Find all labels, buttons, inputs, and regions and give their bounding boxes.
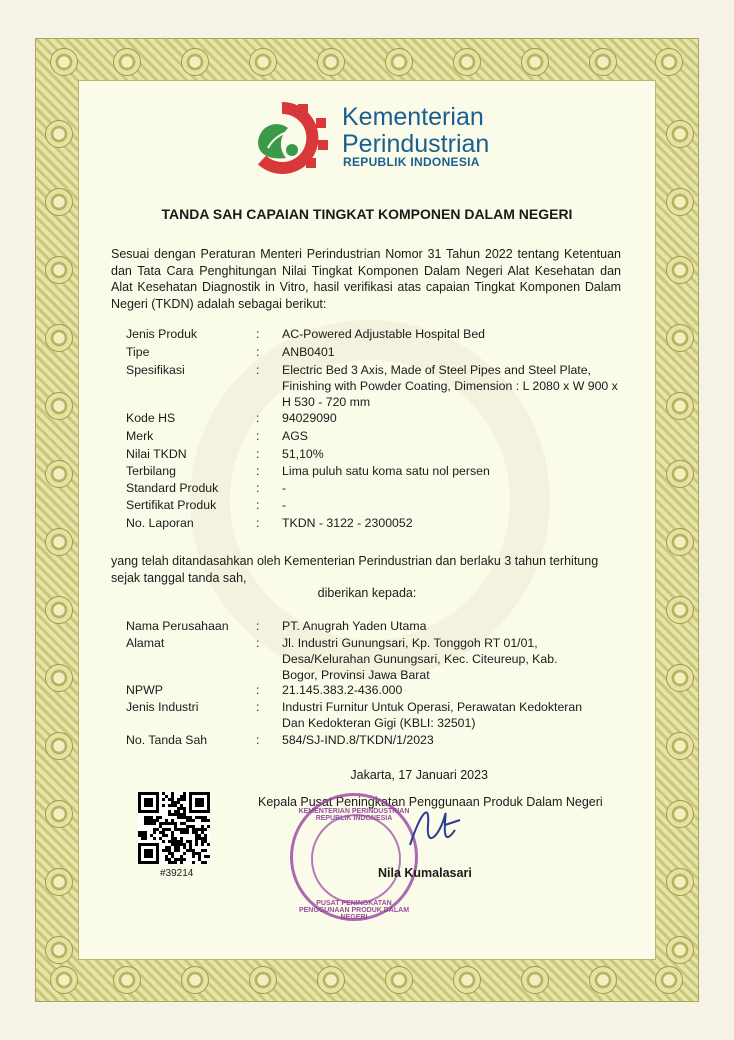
company-label: No. Tanda Sah	[126, 733, 208, 747]
border-medallion-icon	[666, 732, 694, 760]
border-medallion-icon	[249, 966, 277, 994]
company-label: Nama Perusahaan	[126, 619, 229, 633]
company-label: NPWP	[126, 683, 163, 697]
product-value: 94029090	[282, 411, 337, 425]
border-medallion-icon	[666, 664, 694, 692]
border-medallion-icon	[45, 596, 73, 624]
border-medallion-icon	[45, 664, 73, 692]
border-medallion-icon	[45, 732, 73, 760]
product-label: Merk	[126, 429, 154, 443]
border-medallion-icon	[50, 48, 78, 76]
colon: :	[256, 619, 260, 633]
colon: :	[256, 683, 260, 697]
company-value: Jl. Industri Gunungsari, Kp. Tonggoh RT 01/01, Desa/Kelurahan Gunungsari, Kec. Citeureup, Kab. Bogor, Provinsi Jawa Barat	[282, 636, 558, 682]
qr-number: #39214	[160, 868, 194, 879]
border-medallion-icon	[45, 120, 73, 148]
colon: :	[256, 498, 260, 512]
product-value: Lima puluh satu koma satu nol persen	[282, 464, 490, 478]
border-medallion-icon	[666, 936, 694, 964]
colon: :	[256, 636, 260, 650]
product-label: Sertifikat Produk	[126, 498, 217, 512]
border-medallion-icon	[666, 596, 694, 624]
border-medallion-icon	[249, 48, 277, 76]
border-medallion-icon	[385, 48, 413, 76]
certificate-title: TANDA SAH CAPAIAN TINGKAT KOMPONEN DALAM NEGERI	[161, 206, 573, 222]
colon: :	[256, 447, 260, 461]
border-medallion-icon	[385, 966, 413, 994]
border-medallion-icon	[45, 868, 73, 896]
product-label: Kode HS	[126, 411, 176, 425]
product-value: 51,10%	[282, 447, 324, 461]
border-medallion-icon	[45, 528, 73, 556]
stamp-emblem-icon	[311, 814, 401, 904]
border-medallion-icon	[666, 868, 694, 896]
given-to: diberikan kepada:	[317, 586, 417, 600]
company-label: Alamat	[126, 636, 165, 650]
product-label: Standard Produk	[126, 481, 219, 495]
ministry-name-line2: Perindustrian	[342, 130, 490, 158]
border-medallion-icon	[181, 48, 209, 76]
colon: :	[256, 464, 260, 478]
official-title: Kepala Pusat Peningkatan Penggunaan Produk Dalam Negeri	[258, 795, 603, 809]
colon: :	[256, 345, 260, 359]
colon: :	[256, 363, 260, 377]
official-stamp	[290, 793, 418, 921]
border-medallion-icon	[666, 256, 694, 284]
border-medallion-icon	[45, 800, 73, 828]
stamp-top-text: KEMENTERIAN PERINDUSTRIAN REPUBLIK INDONESIA	[298, 808, 410, 822]
signature	[400, 795, 470, 865]
ministry-name-line1: Kementerian	[342, 103, 484, 131]
border-medallion-icon	[666, 460, 694, 488]
product-value: AGS	[282, 429, 308, 443]
company-value: PT. Anugrah Yaden Utama	[282, 619, 427, 633]
border-medallion-icon	[666, 528, 694, 556]
product-value: -	[282, 481, 287, 495]
border-medallion-icon	[50, 966, 78, 994]
company-value: 21.145.383.2-436.000	[282, 683, 403, 697]
border-medallion-icon	[113, 966, 141, 994]
product-label: No. Laporan	[126, 516, 194, 530]
border-medallion-icon	[45, 392, 73, 420]
border-medallion-icon	[589, 966, 617, 994]
colon: :	[256, 700, 260, 714]
border-medallion-icon	[521, 48, 549, 76]
company-value: Industri Furnitur Untuk Operasi, Perawatan Kedokteran Dan Kedokteran Gigi (KBLI: 32501)	[282, 700, 583, 730]
border-medallion-icon	[666, 800, 694, 828]
product-value: -	[282, 498, 287, 512]
intro-paragraph: Sesuai dengan Peraturan Menteri Perindustrian Nomor 31 Tahun 2022 tentang Ketentuan dan Tata Cara Penghitungan Nilai Tingkat Komponen Dalam Negeri Alat Kesehatan dan Alat Kesehatan Diagnostik in Vitro, hasil verifikasi atas capaian Tingkat Komponen Dalam Negeri (TKDN) adalah sebagai berikut:	[111, 247, 621, 311]
border-medallion-icon	[317, 48, 345, 76]
border-medallion-icon	[521, 966, 549, 994]
border-medallion-icon	[45, 256, 73, 284]
border-medallion-icon	[666, 120, 694, 148]
product-label: Spesifikasi	[126, 363, 185, 377]
border-medallion-icon	[453, 966, 481, 994]
border-medallion-icon	[317, 966, 345, 994]
border-medallion-icon	[655, 48, 683, 76]
ministry-logo-icon	[252, 102, 332, 174]
product-label: Jenis Produk	[126, 327, 198, 341]
company-value: 584/SJ-IND.8/TKDN/1/2023	[282, 733, 434, 747]
qr-code[interactable]	[138, 792, 210, 864]
place-date: Jakarta, 17 Januari 2023	[350, 768, 488, 782]
border-medallion-icon	[666, 324, 694, 352]
border-medallion-icon	[45, 936, 73, 964]
product-label: Tipe	[126, 345, 150, 359]
border-medallion-icon	[181, 966, 209, 994]
border-medallion-icon	[589, 48, 617, 76]
signer-name: Nila Kumalasari	[378, 866, 472, 880]
product-value: Electric Bed 3 Axis, Made of Steel Pipes and Steel Plate, Finishing with Powder Coating, Dimension : L 2080 x W 900 x H 530 - 720 mm	[282, 363, 618, 409]
border-medallion-icon	[45, 324, 73, 352]
colon: :	[256, 481, 260, 495]
colon: :	[256, 411, 260, 425]
colon: :	[256, 429, 260, 443]
border-medallion-icon	[45, 460, 73, 488]
product-label: Nilai TKDN	[126, 447, 187, 461]
company-label: Jenis Industri	[126, 700, 199, 714]
border-medallion-icon	[655, 966, 683, 994]
colon: :	[256, 733, 260, 747]
colon: :	[256, 516, 260, 530]
product-value: TKDN - 3122 - 2300052	[282, 516, 413, 530]
border-medallion-icon	[453, 48, 481, 76]
border-medallion-icon	[113, 48, 141, 76]
product-value: AC-Powered Adjustable Hospital Bed	[282, 327, 486, 341]
ministry-country: REPUBLIK INDONESIA	[343, 155, 480, 169]
stamp-bottom-text: PUSAT PENINGKATAN PENGGUNAAN PRODUK DALAM NEGERI	[298, 900, 410, 921]
border-medallion-icon	[666, 392, 694, 420]
closing-paragraph: yang telah ditandasahkan oleh Kementerian Perindustrian dan berlaku 3 tahun terhitung sejak tanggal tanda sah,	[111, 554, 599, 585]
colon: :	[256, 327, 260, 341]
product-label: Terbilang	[126, 464, 176, 478]
product-value: ANB0401	[282, 345, 335, 359]
